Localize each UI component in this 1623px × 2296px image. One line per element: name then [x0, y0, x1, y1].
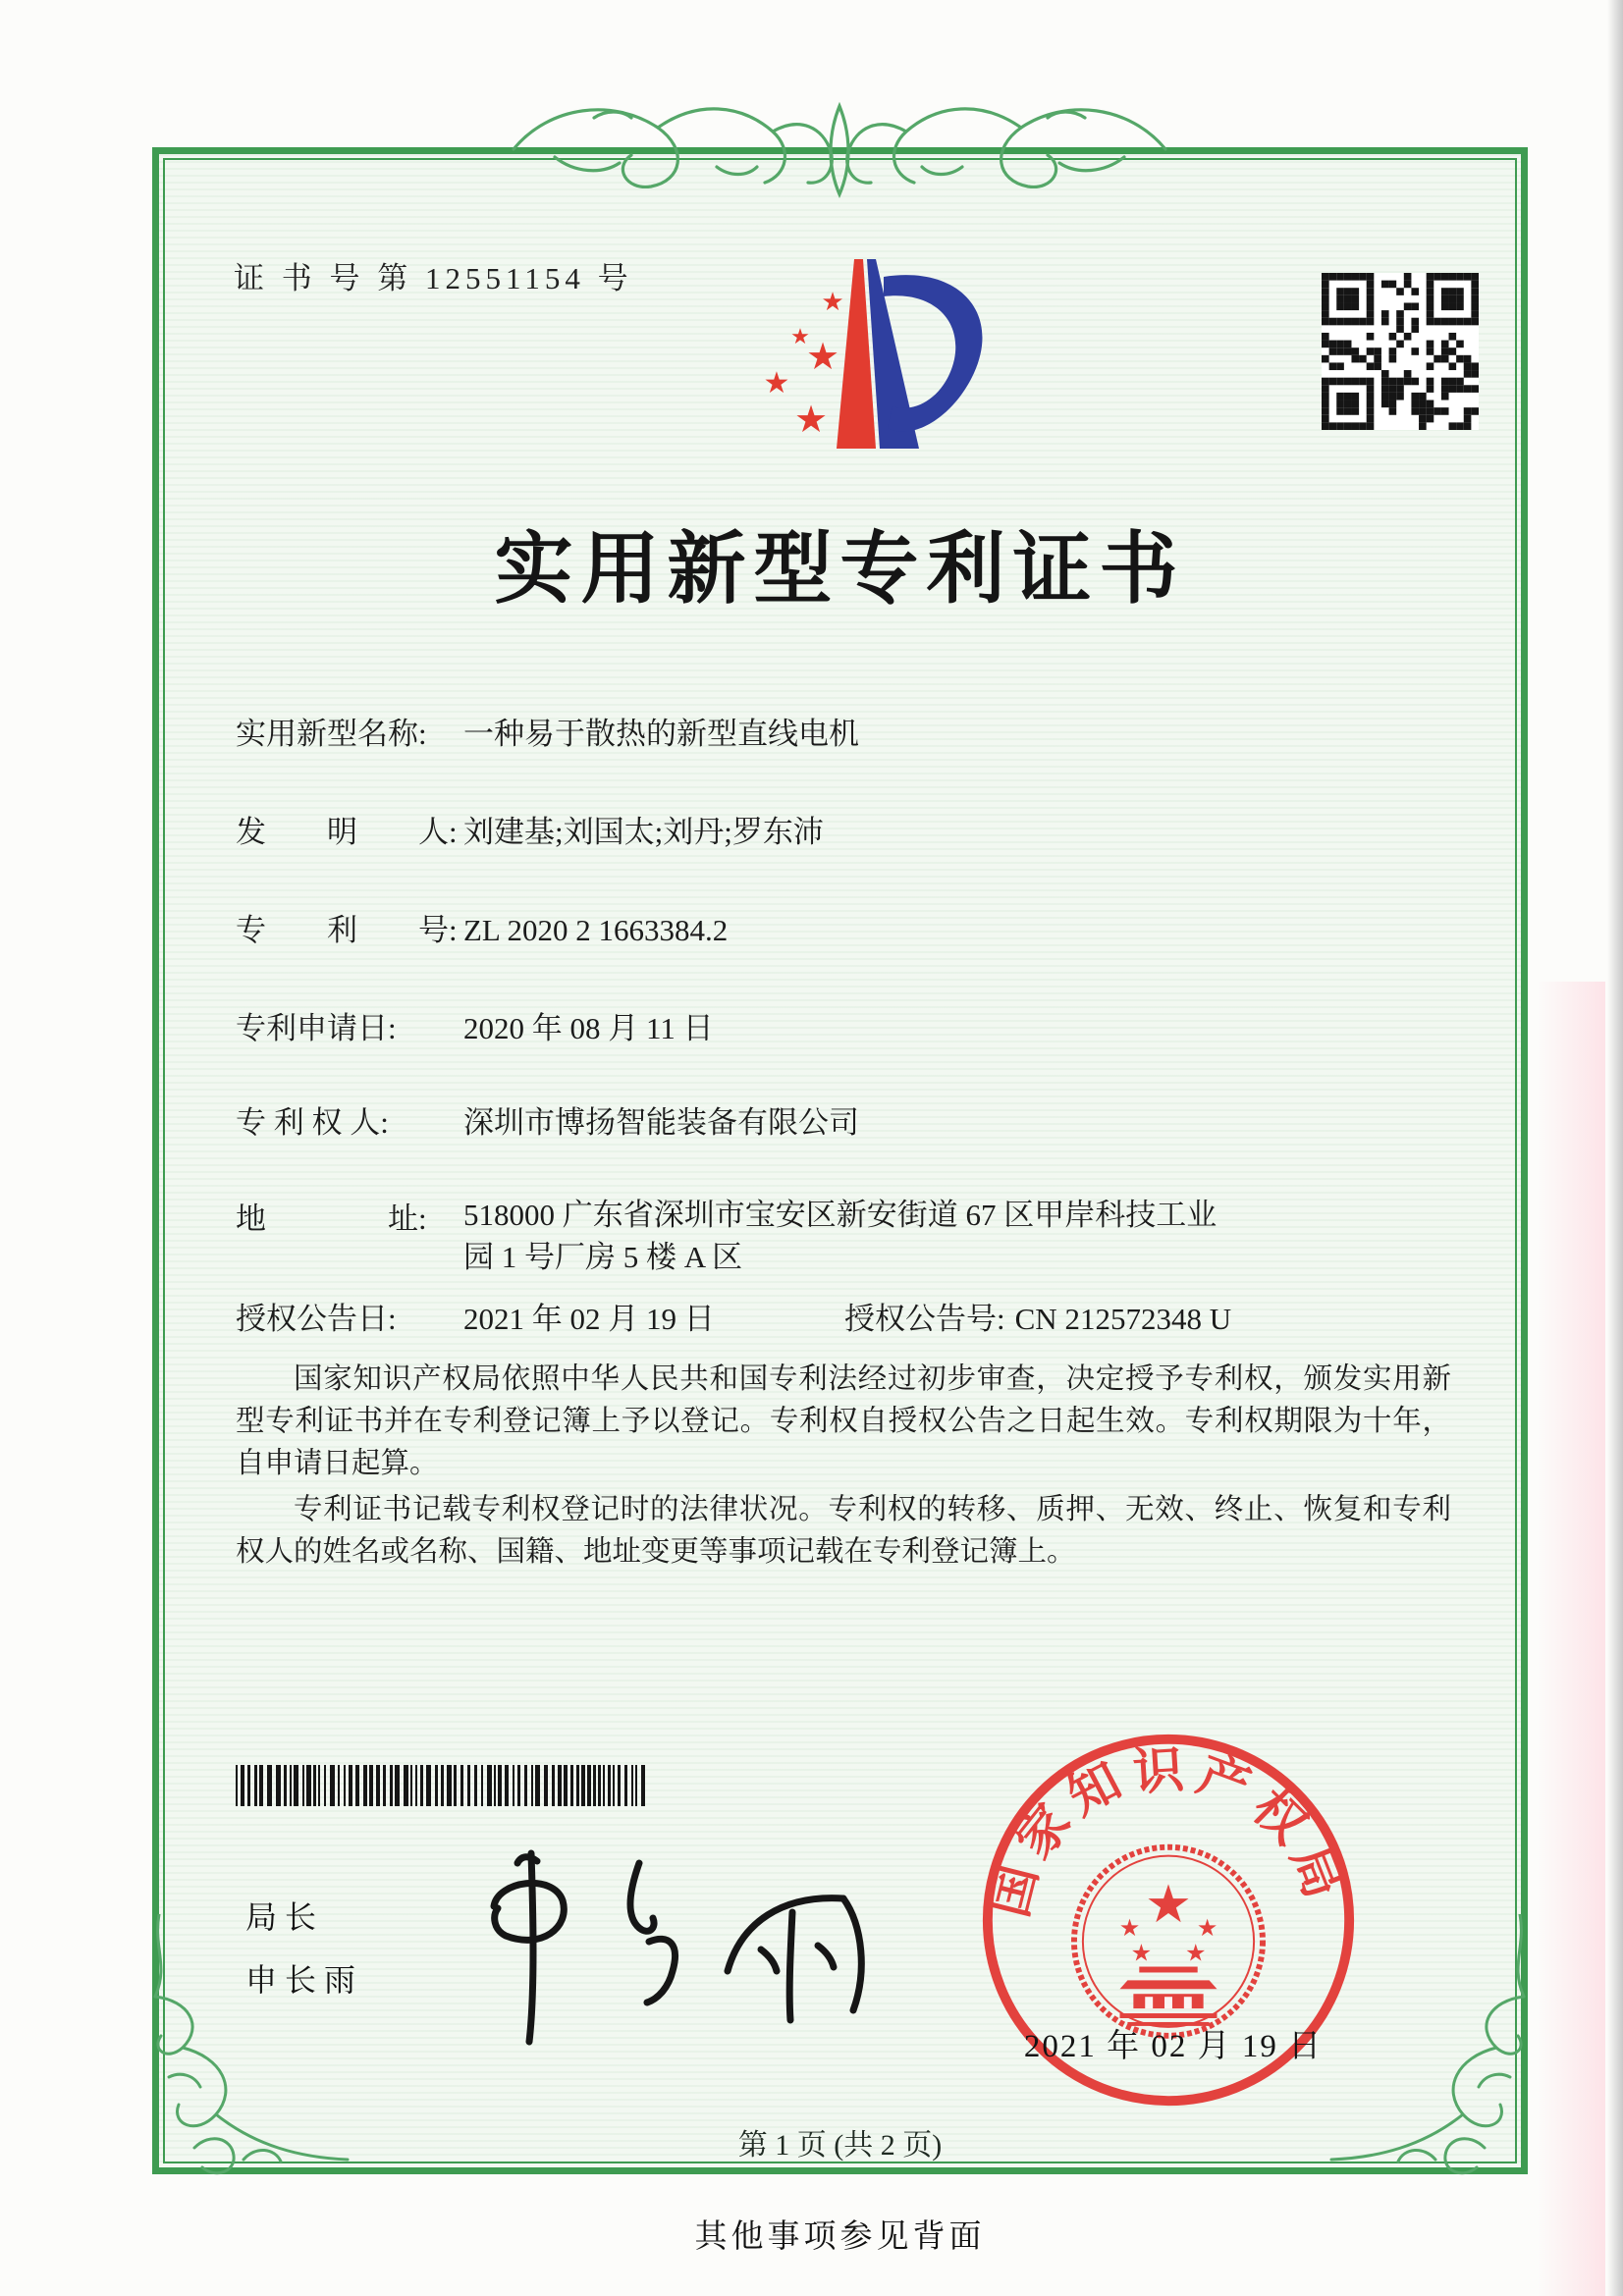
svg-text:★: ★ [793, 400, 829, 441]
svg-text:★: ★ [1118, 1915, 1141, 1942]
barcode [236, 1765, 648, 1806]
svg-text:★: ★ [1145, 1874, 1192, 1934]
director-name: 申长雨 [245, 1962, 364, 1998]
certificate-number: 证 书 号 第 12551154 号 [234, 261, 633, 295]
svg-text:★: ★ [1196, 1915, 1218, 1942]
field-value: 2020 年 08 月 11 日 [463, 1011, 714, 1045]
field-row-patent-number [236, 905, 728, 949]
director-signature [447, 1834, 898, 2069]
field-value: 一种易于散热的新型直线电机 [463, 717, 859, 751]
field-row-inventors [236, 807, 824, 851]
scan-artifact-pink [1537, 982, 1605, 2296]
svg-text:★: ★ [790, 324, 810, 348]
svg-text:★: ★ [805, 337, 840, 378]
field-value: 2021 年 02 月 19 日 [463, 1302, 715, 1336]
back-note: 其他事项参见背面 [694, 2219, 986, 2255]
field-row-filing-date [236, 1003, 714, 1047]
seal-text: 国家知识产权局 [981, 1742, 1351, 1923]
field-label: 专 利 号: [236, 913, 458, 947]
cnipa-logo [705, 247, 990, 458]
qr-code [1322, 273, 1479, 430]
svg-text:★: ★ [1185, 1941, 1207, 1967]
certificate-title: 实用新型专利证书 [494, 527, 1186, 614]
field-row-address [236, 1194, 1224, 1278]
svg-text:★: ★ [763, 367, 790, 400]
legal-text [236, 1359, 1451, 1577]
page-number: 第 1 页 (共 2 页) [737, 2129, 943, 2162]
field-grant-number [844, 1294, 1231, 1338]
field-value: 刘建基;刘国太;刘丹;罗东沛 [463, 815, 824, 849]
seal-date: 2021 年 02 月 19 日 [1023, 2029, 1324, 2064]
field-row-grant [236, 1294, 1232, 1338]
field-value: 518000 广东省深圳市宝安区新安街道 67 区甲岸科技工业园 1 号厂房 5 楼 A 区 [463, 1198, 1217, 1274]
national-emblem [1074, 1847, 1263, 2036]
field-label: 地 址: [236, 1201, 427, 1236]
scan-artifact-edge [1607, 0, 1623, 2296]
field-label: 实用新型名称: [236, 717, 427, 751]
legal-paragraph-2: 专利证书记载专利权登记时的法律状况。专利权的转移、质押、无效、终止、恢复和专利权人的姓名或名称、国籍、地址变更等事项记载在专利登记簿上。 [236, 1494, 1451, 1568]
field-row-patentee [236, 1097, 859, 1142]
field-label: 授权公告号: [844, 1302, 1005, 1336]
field-value: CN 212572348 U [1014, 1302, 1232, 1336]
director-title: 局长 [245, 1899, 325, 1935]
field-value: 深圳市博扬智能装备有限公司 [463, 1105, 859, 1140]
svg-text:★: ★ [821, 288, 844, 316]
field-value: ZL 2020 2 1663384.2 [463, 913, 729, 947]
field-label: 授权公告日: [236, 1302, 397, 1336]
legal-paragraph-1: 国家知识产权局依照中华人民共和国专利法经过初步审查，决定授予专利权，颁发实用新型专利证书并在专利登记簿上予以登记。专利权自授权公告之日起生效。专利权期限为十年，自申请日起算。 [236, 1363, 1451, 1479]
field-row-name [236, 709, 859, 753]
field-label: 专利申请日: [236, 1011, 397, 1045]
field-label: 发 明 人: [236, 815, 458, 849]
svg-text:★: ★ [1130, 1941, 1152, 1967]
field-label: 专 利 权 人: [236, 1105, 389, 1140]
